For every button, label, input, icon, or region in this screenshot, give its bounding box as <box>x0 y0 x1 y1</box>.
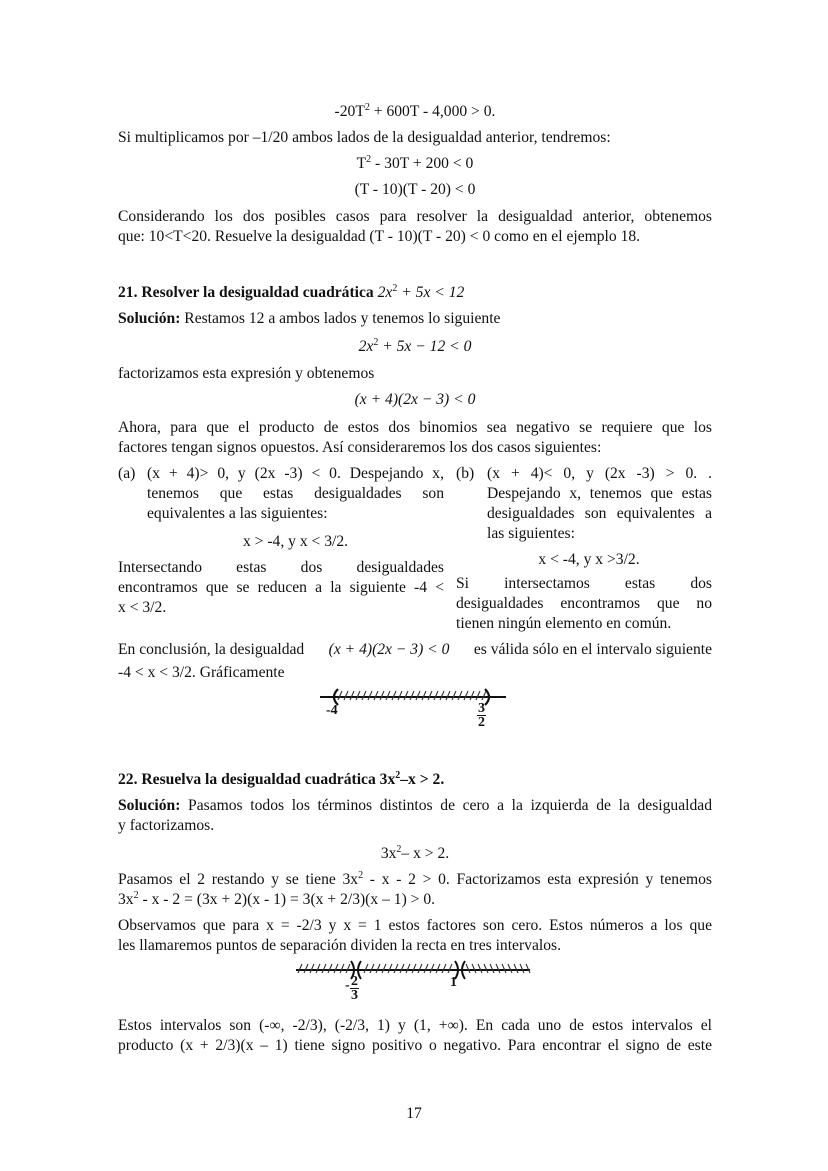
case-b-line2: Despejando x, tenemos que estas <box>487 485 712 502</box>
exercise-22-solution-line1: Solución: Pasamos todos los términos distintos de cero a la izquierda de la desigualdad <box>118 797 712 814</box>
number-line-graphic-2 <box>294 959 534 981</box>
exercise-22-title: 22. Resuelva la desigualdad cuadrática $3x^2-x > 2$. <box>118 770 445 788</box>
exercise-22-solution-line2: y factorizamos. <box>118 817 215 834</box>
case-b-result: x < -4, y x >3/2. <box>538 551 640 568</box>
exercise-22-para1-line1: Pasamos el 2 restando y se tiene $3x^2 - x - 2 > 0$. Factorizamos esta expresión y tenemos <box>118 870 712 888</box>
equation-quadratic-T: $-20T^2 + 600T - 4,000 > 0$. <box>334 102 496 120</box>
case-a-concl-line3: x < 3/2. <box>118 599 167 616</box>
case-b-concl-line2: desigualdades encontramos que no <box>456 595 712 612</box>
case-a-line2: tenemos que estas desigualdades son <box>147 485 444 502</box>
exercise-22-para3-line1: Estos intervalos son (-∞, -2/3), (-2/3, 1) y (1, +∞). En cada uno de estos intervalos el <box>118 1017 712 1034</box>
exercise-22-para1-line2: $3x^2 - x - 2 = (3x + 2)(x - 1) = 3(x + 2/3)(x - 1) > 0$. <box>118 890 436 908</box>
case-a-concl-line2: encontramos que se reducen a la siguiente -4 < <box>118 579 444 596</box>
paragraph-conclusion-T-line1: Considerando los dos posibles casos para resolver la desigualdad anterior, obtenemos <box>118 208 712 225</box>
case-b-line3: desigualdades son equivalentes a <box>487 505 712 522</box>
case-b-line1: (x + 4)< 0, y (2x -3) > 0. . <box>487 465 712 482</box>
equation-T-factored: (T - 10)(T - 20) < 0 <box>354 181 476 198</box>
case-a-label: (a) <box>118 465 136 482</box>
exercise-21-conclusion-line1: En conclusión, la desigualdad (x + 4)(2x − 3) < 0 es válida sólo en el intervalo siguiente <box>118 641 712 658</box>
exercise-21-solution: Solución: Restamos 12 a ambos lados y tenemos lo siguiente <box>118 310 501 327</box>
paragraph-conclusion-T-line2: que: 10<T<20. Resuelve la desigualdad (T - 10)(T - 20) < 0 como en el ejemplo 18. <box>118 228 641 245</box>
case-a-result: x > -4, y x < 3/2. <box>242 533 349 550</box>
case-b-concl-line1: Si intersectamos estas dos <box>456 575 712 592</box>
number-line-label-minus-2-3: - 2 3 <box>345 974 358 1003</box>
exercise-22-para2-line2: les llamaremos puntos de separación dividen la recta en tres intervalos. <box>118 937 561 954</box>
exercise-21-title: 21. Resolver la desigualdad cuadrática $2x^2 + 5x < 12$ <box>118 283 465 301</box>
exercise-21-conclusion-line2: -4 < x < 3/2. Gráficamente <box>118 664 285 681</box>
exercise-22-para2-line1: Observamos que para x = -2/3 y x = 1 estos factores son cero. Estos números a los que <box>118 917 712 934</box>
exercise-21-factor-text: factorizamos esta expresión y obtenemos <box>118 365 375 382</box>
number-line-label-1: 1 <box>450 975 457 990</box>
exercise-21-para-line2: factores tengan signos opuestos. Así consideraremos los dos casos siguientes: <box>118 439 602 456</box>
number-line-ex22 <box>294 959 534 1009</box>
number-line-ex21 <box>318 688 518 736</box>
case-a-line1: (x + 4)> 0, y (2x -3) < 0. Despejando x, <box>147 465 444 482</box>
case-a-line3: equivalentes a las siguientes: <box>147 505 328 522</box>
exercise-21-factored: (x + 4)(2x − 3) < 0 <box>354 391 476 408</box>
exercise-22-para3-line2: producto (x + 2/3)(x – 1) tiene signo positivo o negativo. Para encontrar el signo de este <box>118 1037 712 1054</box>
case-a-column <box>118 464 444 618</box>
paragraph-multiply: Si multiplicamos por –1/20 ambos lados de la desigualdad anterior, tendremos: <box>118 129 611 146</box>
case-a-concl-line1: Intersectando estas dos desigualdades <box>118 559 444 576</box>
number-line-label-3-2: 3 2 <box>478 701 485 730</box>
exercise-22-equation: $3x^2-$ x > 2. <box>380 844 450 862</box>
case-b-label: (b) <box>456 465 475 482</box>
exercise-21-equation: $2x^2 + 5x - 12 < 0$ <box>358 337 472 355</box>
case-b-line4: las siguientes: <box>487 525 575 542</box>
equation-T-simplified: $T^2 - 30T + 200 < 0$ <box>356 154 474 172</box>
case-b-column <box>456 464 712 634</box>
page-number: 17 <box>406 1105 422 1122</box>
exercise-21-para-line1: Ahora, para que el producto de estos dos binomios sea negativo se requiere que los <box>118 419 712 436</box>
number-line-label-minus4: -4 <box>326 703 338 718</box>
case-b-concl-line3: tienen ningún elemento en común. <box>456 615 672 632</box>
number-line-graphic <box>318 688 518 708</box>
